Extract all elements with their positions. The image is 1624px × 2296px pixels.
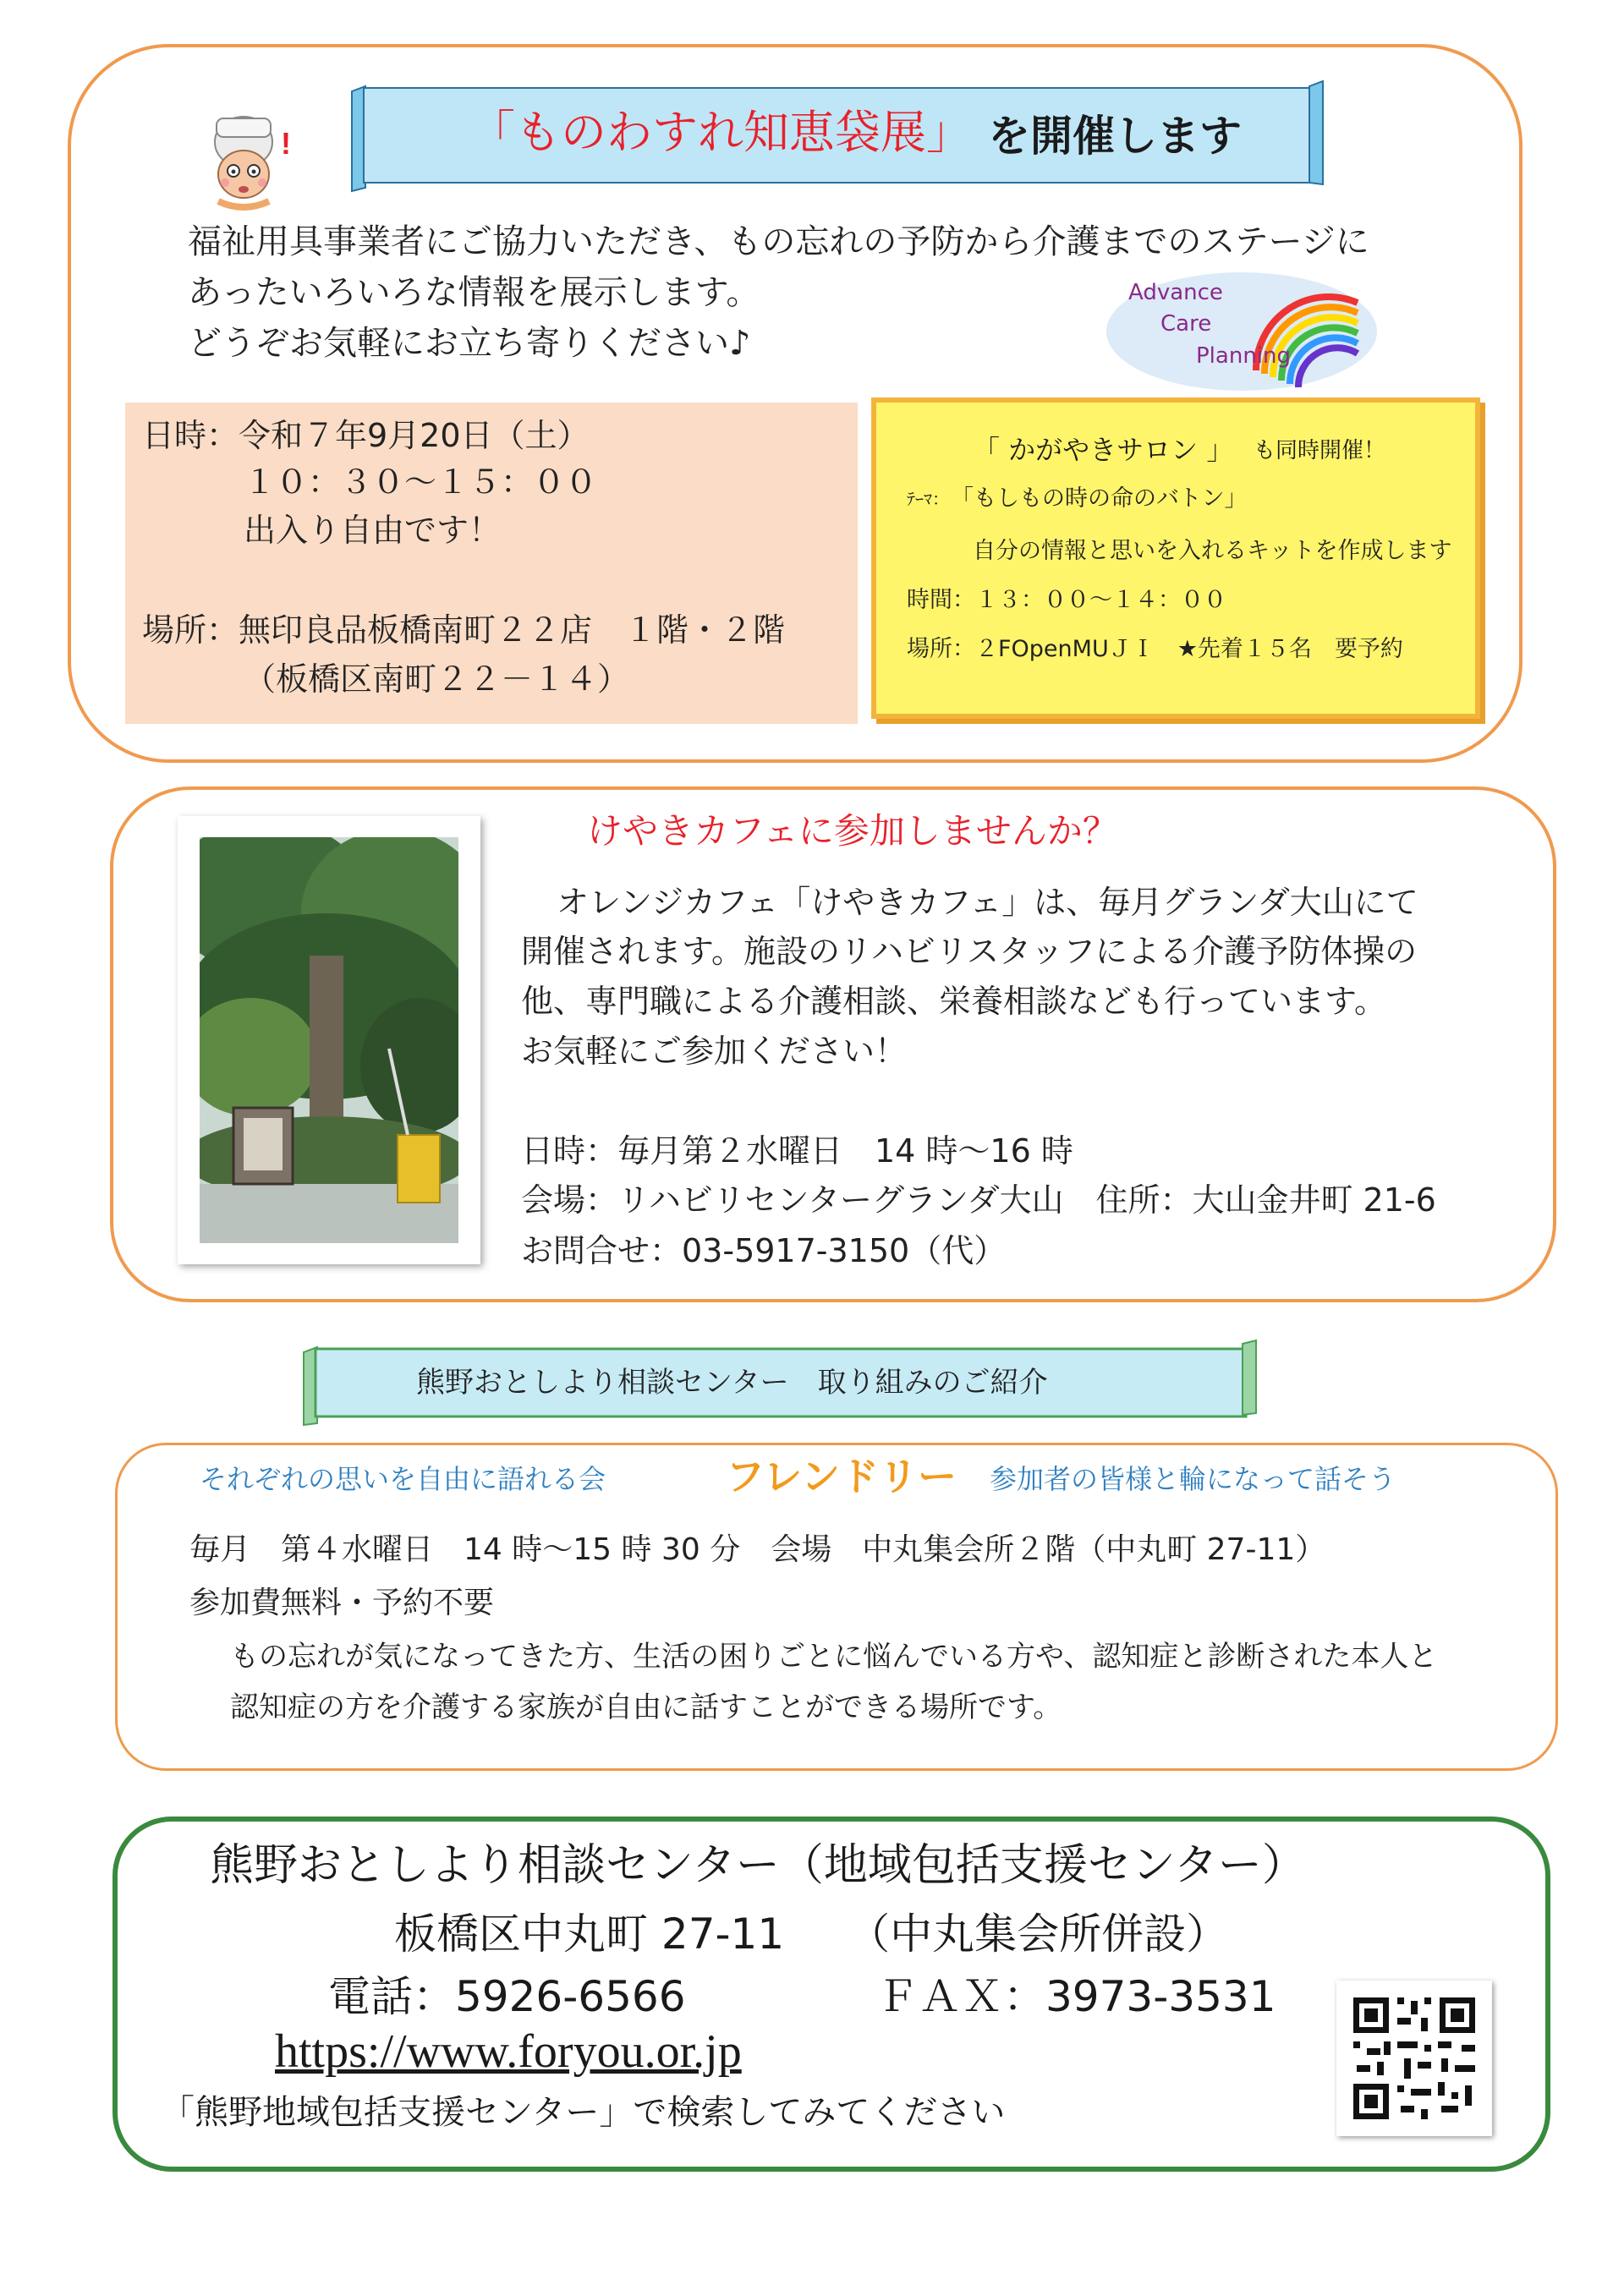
cafe-tree-photo: [200, 837, 458, 1243]
center-search-hint: 「熊野地域包括支援センター」で検索してみてください: [161, 2093, 1006, 2132]
exhibition-entry-note: 出入り自由です！: [244, 512, 502, 549]
exhibition-time: １０：３０～１５：００: [244, 463, 598, 501]
qr-code[interactable]: [1336, 1981, 1492, 2136]
friendly-desc-line-1: もの忘れが気になってきた方、生活の困りごとに悩んでいる方や、認知症と診断された本人と: [230, 1640, 1438, 1674]
keyaki-cafe-venue: 会場：リハビリセンターグランダ大山 住所：大山金井町 21-6: [521, 1181, 1436, 1219]
elderly-woman-illustration: [193, 101, 303, 211]
keyaki-cafe-contact: お問合せ：03-5917-3150（代）: [521, 1232, 1007, 1269]
center-website-link[interactable]: https://www.foryou.or.jp: [275, 2025, 742, 2078]
acp-word-planning: Planning: [1196, 343, 1291, 369]
friendly-name: フレンドリー: [726, 1454, 957, 1499]
salon-theme: 「もしもの時の命のバトン」: [951, 485, 1248, 512]
friendly-desc-line-2: 認知症の方を介護する家族が自由に話すことができる場所です。: [230, 1690, 1062, 1724]
exhibition-address: （板橋区南町２２－１４）: [244, 660, 630, 698]
center-name: 熊野おとしより相談センター（地域包括支援センター）: [210, 1840, 1306, 1891]
keyaki-cafe-body-line-3: 他、専門職による介護相談、栄養相談なども行っています。: [521, 983, 1386, 1020]
center-fax: ＦＡＸ：3973-3531: [876, 1972, 1276, 2021]
exhibition-place: 場所：無印良品板橋南町２２店 １階・２階: [142, 611, 786, 649]
salon-place: 場所：２FOpenMUＪＩ ★先着１５名 要予約: [907, 636, 1403, 662]
keyaki-cafe-body-line-1: オレンジカフェ「けやきカフェ」は、毎月グランダ大山にて: [557, 884, 1418, 921]
keyaki-cafe-title: けやきカフェに参加しませんか？: [587, 810, 1118, 852]
keyaki-cafe-body-line-2: 開催されます。施設のリハビリスタッフによる介護予防体操の: [521, 933, 1418, 970]
keyaki-cafe-schedule: 日時：毎月第２水曜日 14 時～16 時: [521, 1132, 1073, 1170]
exhibition-intro-line-1: 福祉用具事業者にご協力いただき、もの忘れの予防から介護までのステージに: [188, 222, 1369, 261]
salon-theme-desc: 自分の情報と思いを入れるキットを作成します: [973, 538, 1452, 564]
salon-time: 時間：１３：００～１４：００: [907, 587, 1226, 613]
acp-word-care: Care: [1160, 311, 1212, 337]
exhibition-intro-line-2: あったいろいろな情報を展示します。: [188, 273, 760, 312]
introduction-banner-label: 熊野おとしより相談センター 取り組みのご紹介: [416, 1366, 1048, 1400]
exhibition-title-suffix: を開催します: [988, 112, 1242, 161]
center-phone: 電話：5926-6566: [328, 1972, 686, 2021]
friendly-fee: 参加費無料・予約不要: [189, 1586, 495, 1620]
salon-title-suffix: も同時開催！: [1254, 438, 1386, 463]
acp-word-advance: Advance: [1128, 280, 1223, 305]
friendly-schedule: 毎月 第４水曜日 14 時～15 時 30 分 会場 中丸集会所２階（中丸町 27-11）: [189, 1532, 1326, 1567]
friendly-lead: それぞれの思いを自由に語れる会: [200, 1463, 606, 1495]
friendly-tagline: 参加者の皆様と輪になって話そう: [990, 1463, 1396, 1495]
svg-text:!: !: [281, 126, 291, 161]
salon-theme-label: ﾃｰﾏ：: [907, 489, 949, 509]
exhibition-intro-line-3: どうぞお気軽にお立ち寄りください♪: [188, 324, 751, 363]
exhibition-date: 日時：令和７年9月20日（土）: [142, 417, 590, 454]
keyaki-cafe-body-line-4: お気軽にご参加ください！: [521, 1033, 908, 1070]
exhibition-title: 「ものわすれ知恵袋展」: [469, 106, 972, 159]
center-address: 板橋区中丸町 27-11 （中丸集会所併設）: [394, 1910, 1229, 1959]
salon-title: 「 かがやきサロン 」: [973, 434, 1234, 466]
